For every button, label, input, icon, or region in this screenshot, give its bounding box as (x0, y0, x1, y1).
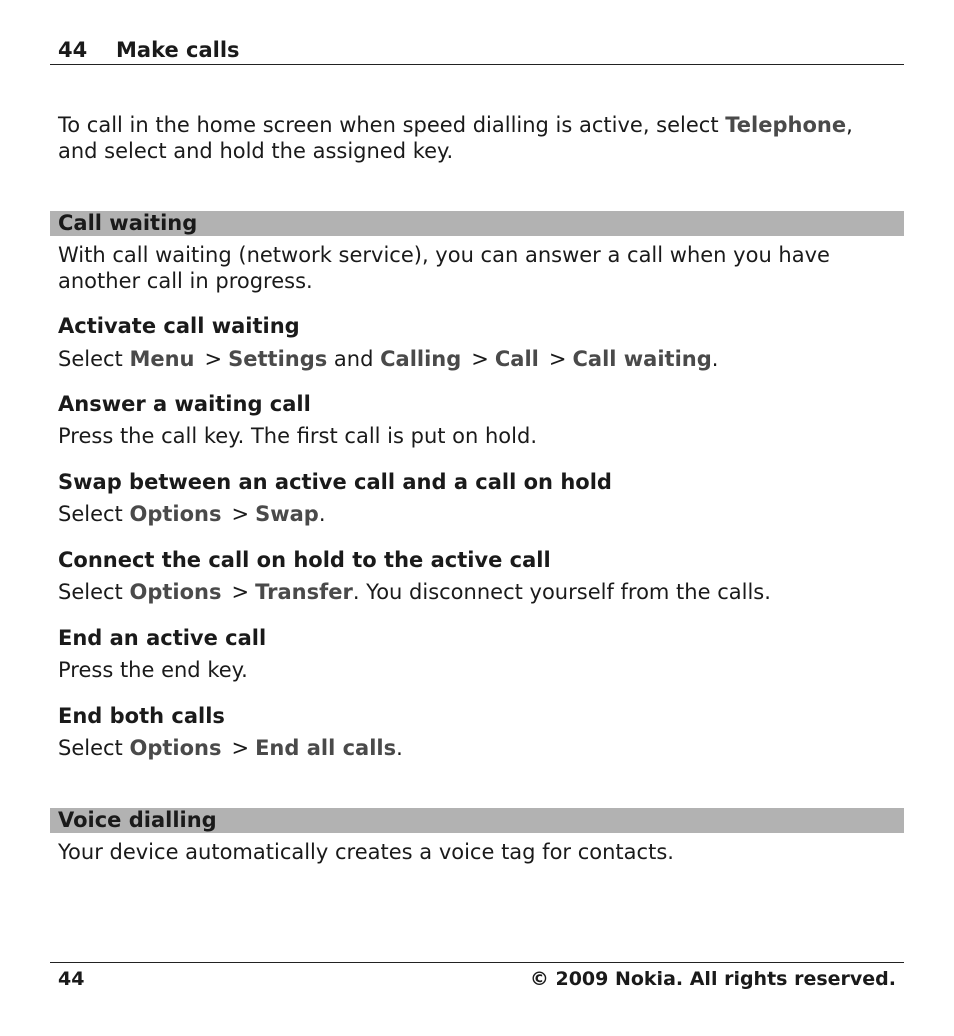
menu-options: Options (129, 736, 222, 760)
end-active-instruction: Press the end key. (58, 658, 248, 682)
header-page-number: 44 (58, 38, 88, 62)
menu-telephone: Telephone (725, 113, 847, 137)
end-both-instruction: Select Options > End all calls. (58, 736, 403, 760)
intro-text-after: , and select and hold the assigned key. (58, 113, 853, 163)
menu-end-all-calls: End all calls (255, 736, 397, 760)
section-heading-voice-dialling: Voice dialling (58, 808, 217, 832)
select-text: Select (58, 502, 130, 526)
activate-instruction: Select Menu > Settings and Calling > Call > Call waiting. (58, 347, 719, 371)
menu-swap: Swap (255, 502, 319, 526)
page-header (50, 36, 904, 65)
subheading-swap: Swap between an active call and a call on hold (58, 470, 612, 494)
period: . (711, 347, 719, 371)
subheading-end-active: End an active call (58, 626, 267, 650)
connect-after-text: . You disconnect yourself from the calls. (352, 580, 771, 604)
section-voice-dialling (50, 808, 904, 833)
menu-menu: Menu (129, 347, 195, 371)
select-text: Select (58, 347, 130, 371)
intro-paragraph (58, 112, 898, 164)
menu-calling: Calling (380, 347, 462, 371)
footer-page-number: 44 (58, 968, 85, 990)
menu-transfer: Transfer (255, 580, 353, 604)
subheading-end-both: End both calls (58, 704, 225, 728)
subheading-activate: Activate call waiting (58, 314, 300, 338)
section-call-waiting (50, 211, 904, 236)
section-heading-call-waiting: Call waiting (58, 211, 198, 235)
subheading-answer: Answer a waiting call (58, 392, 311, 416)
menu-call-waiting: Call waiting (572, 347, 712, 371)
answer-instruction: Press the call key. The first call is put on hold. (58, 424, 537, 448)
period: . (318, 502, 326, 526)
menu-options: Options (129, 580, 222, 604)
select-text: Select (58, 580, 130, 604)
call-waiting-description: With call waiting (network service), you can answer a call when you have another call in progress. (58, 243, 830, 293)
connect-instruction: Select Options > Transfer. You disconnect yourself from the calls. (58, 580, 771, 604)
select-text: Select (58, 736, 130, 760)
subheading-connect: Connect the call on hold to the active call (58, 548, 551, 572)
intro-text-before: To call in the home screen when speed dialling is active, select (58, 113, 726, 137)
page-footer (50, 962, 904, 991)
period: . (396, 736, 403, 760)
menu-settings: Settings (228, 347, 328, 371)
menu-call: Call (494, 347, 539, 371)
and-text: and (327, 347, 381, 371)
footer-copyright: © 2009 Nokia. All rights reserved. (529, 968, 896, 990)
swap-instruction: Select Options > Swap. (58, 502, 326, 526)
header-title: Make calls (116, 38, 240, 62)
menu-options: Options (129, 502, 222, 526)
voice-dialling-description: Your device automatically creates a voice tag for contacts. (58, 840, 674, 864)
